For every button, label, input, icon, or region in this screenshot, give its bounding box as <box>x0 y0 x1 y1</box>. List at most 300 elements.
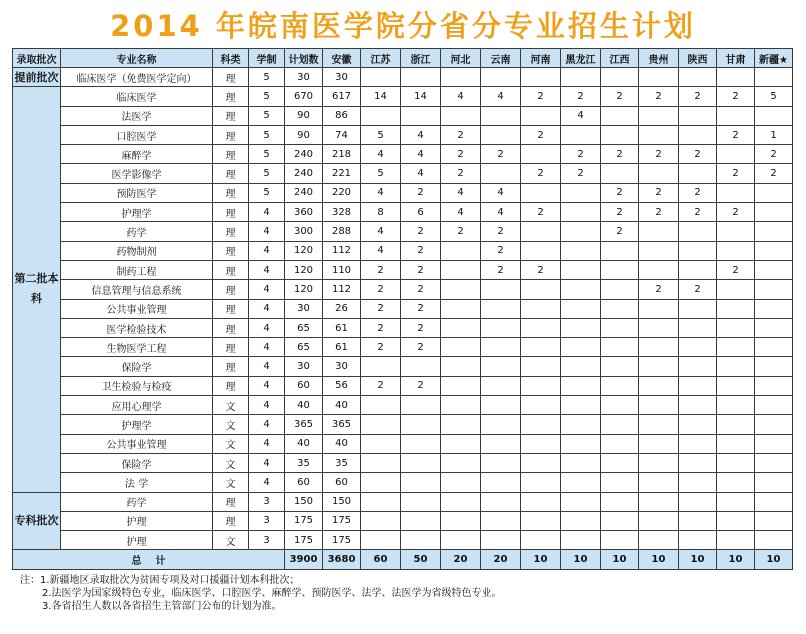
table-cell: 文 <box>213 473 249 492</box>
table-cell: 86 <box>323 106 361 125</box>
table-cell <box>441 106 481 125</box>
table-cell <box>639 164 679 183</box>
table-cell <box>401 434 441 453</box>
table-cell: 4 <box>361 183 401 202</box>
table-cell <box>561 434 601 453</box>
table-cell <box>639 415 679 434</box>
table-cell <box>601 338 639 357</box>
major-name-cell: 医学检验技术 <box>61 318 213 337</box>
table-cell: 120 <box>285 260 323 279</box>
table-cell <box>601 376 639 395</box>
table-cell: 4 <box>401 164 441 183</box>
table-cell <box>521 492 561 511</box>
table-cell: 2 <box>679 183 717 202</box>
table-cell: 4 <box>441 203 481 222</box>
table-cell <box>561 357 601 376</box>
table-cell: 5 <box>361 125 401 144</box>
table-cell: 2 <box>401 260 441 279</box>
table-cell <box>441 396 481 415</box>
batch-cell: 提前批次 <box>13 68 61 87</box>
table-cell: 4 <box>361 145 401 164</box>
footnote-1: 注：1.新疆地区录取批次为贫困专项及对口援疆计划本科批次； <box>20 574 300 586</box>
table-cell <box>561 415 601 434</box>
table-cell <box>521 222 561 241</box>
table-cell <box>441 492 481 511</box>
table-cell <box>679 357 717 376</box>
column-header: 江西 <box>601 49 639 68</box>
table-cell: 60 <box>323 473 361 492</box>
table-cell <box>401 531 441 550</box>
table-cell <box>521 145 561 164</box>
table-cell <box>601 511 639 530</box>
table-cell: 56 <box>323 376 361 395</box>
table-cell <box>481 376 521 395</box>
table-cell <box>361 396 401 415</box>
table-cell: 4 <box>561 106 601 125</box>
table-row <box>13 415 793 434</box>
table-cell <box>601 241 639 260</box>
column-header: 陕西 <box>679 49 717 68</box>
table-cell <box>755 415 793 434</box>
table-cell <box>717 241 755 260</box>
major-name-cell: 麻醉学 <box>61 145 213 164</box>
major-name-cell: 卫生检验与检疫 <box>61 376 213 395</box>
table-cell: 4 <box>249 473 285 492</box>
table-cell <box>639 511 679 530</box>
table-cell: 2 <box>361 338 401 357</box>
table-cell: 30 <box>285 357 323 376</box>
table-cell: 2 <box>361 299 401 318</box>
table-cell: 2 <box>441 145 481 164</box>
major-name-cell: 护理 <box>61 531 213 550</box>
page-title: 2014 年皖南医学院分省分专业招生计划 <box>110 9 696 43</box>
major-name-cell: 保险学 <box>61 453 213 472</box>
table-cell: 5 <box>249 164 285 183</box>
table-cell: 3 <box>249 531 285 550</box>
table-cell: 2 <box>481 145 521 164</box>
table-cell <box>679 376 717 395</box>
table-cell <box>401 473 441 492</box>
table-cell: 理 <box>213 260 249 279</box>
table-cell: 理 <box>213 376 249 395</box>
table-cell <box>361 473 401 492</box>
table-cell <box>561 241 601 260</box>
table-cell: 35 <box>323 453 361 472</box>
table-cell: 2 <box>401 280 441 299</box>
table-cell: 2 <box>401 183 441 202</box>
table-cell <box>601 280 639 299</box>
major-name-cell: 信息管理与信息系统 <box>61 280 213 299</box>
table-cell: 5 <box>249 145 285 164</box>
table-cell: 理 <box>213 68 249 87</box>
table-cell <box>521 241 561 260</box>
table-cell: 240 <box>285 145 323 164</box>
table-cell: 2 <box>361 376 401 395</box>
table-cell <box>561 338 601 357</box>
table-row <box>13 492 793 511</box>
table-row <box>13 357 793 376</box>
table-cell <box>401 415 441 434</box>
table-cell: 4 <box>249 357 285 376</box>
column-header: 黑龙江 <box>561 49 601 68</box>
table-cell: 文 <box>213 453 249 472</box>
table-cell <box>639 492 679 511</box>
table-cell: 5 <box>249 87 285 106</box>
table-cell: 74 <box>323 125 361 144</box>
table-cell: 文 <box>213 531 249 550</box>
table-cell <box>601 318 639 337</box>
table-cell: 理 <box>213 299 249 318</box>
table-cell <box>401 492 441 511</box>
table-cell <box>679 125 717 144</box>
table-row <box>13 453 793 472</box>
table-row <box>13 145 793 164</box>
table-cell: 理 <box>213 145 249 164</box>
table-cell: 理 <box>213 318 249 337</box>
total-row <box>13 550 793 569</box>
table-cell <box>717 376 755 395</box>
major-name-cell: 药学 <box>61 492 213 511</box>
table-cell <box>717 531 755 550</box>
table-cell <box>679 453 717 472</box>
table-cell <box>755 396 793 415</box>
table-cell <box>481 473 521 492</box>
table-cell: 理 <box>213 511 249 530</box>
table-cell <box>679 164 717 183</box>
table-cell: 2 <box>601 183 639 202</box>
enrollment-plan-table <box>12 48 793 570</box>
column-header: 贵州 <box>639 49 679 68</box>
table-cell: 175 <box>285 531 323 550</box>
table-cell <box>361 106 401 125</box>
table-row <box>13 318 793 337</box>
major-name-cell: 公共事业管理 <box>61 299 213 318</box>
table-cell <box>521 415 561 434</box>
table-body <box>13 68 793 570</box>
table-cell: 2 <box>441 164 481 183</box>
table-cell: 35 <box>285 453 323 472</box>
table-cell: 理 <box>213 338 249 357</box>
column-header: 云南 <box>481 49 521 68</box>
major-name-cell: 法医学 <box>61 106 213 125</box>
column-header: 浙江 <box>401 49 441 68</box>
table-cell <box>481 318 521 337</box>
table-cell: 理 <box>213 87 249 106</box>
table-cell: 理 <box>213 125 249 144</box>
table-cell: 2 <box>717 164 755 183</box>
table-cell <box>717 299 755 318</box>
table-cell: 670 <box>285 87 323 106</box>
major-name-cell: 保险学 <box>61 357 213 376</box>
column-header: 安徽 <box>323 49 361 68</box>
table-cell <box>561 222 601 241</box>
table-cell: 2 <box>361 260 401 279</box>
table-cell <box>561 260 601 279</box>
table-cell: 理 <box>213 492 249 511</box>
table-cell <box>601 164 639 183</box>
table-cell: 2 <box>561 164 601 183</box>
table-cell <box>717 492 755 511</box>
table-cell <box>601 299 639 318</box>
table-cell <box>755 357 793 376</box>
table-cell: 300 <box>285 222 323 241</box>
table-cell <box>639 299 679 318</box>
column-header: 河北 <box>441 49 481 68</box>
column-header: 计划数 <box>285 49 323 68</box>
table-cell <box>561 376 601 395</box>
table-cell: 218 <box>323 145 361 164</box>
table-cell: 40 <box>285 396 323 415</box>
table-cell <box>717 511 755 530</box>
table-cell <box>755 68 793 87</box>
total-cell: 20 <box>481 550 521 569</box>
table-cell: 2 <box>755 164 793 183</box>
table-cell: 61 <box>323 318 361 337</box>
table-row <box>13 299 793 318</box>
table-cell <box>755 434 793 453</box>
total-cell: 3900 <box>285 550 323 569</box>
total-cell: 10 <box>601 550 639 569</box>
table-cell <box>521 396 561 415</box>
column-header: 科类 <box>213 49 249 68</box>
table-cell: 2 <box>401 241 441 260</box>
table-cell <box>717 357 755 376</box>
major-name-cell: 法 学 <box>61 473 213 492</box>
table-cell: 4 <box>441 183 481 202</box>
table-cell: 4 <box>481 203 521 222</box>
table-cell: 150 <box>285 492 323 511</box>
table-row <box>13 203 793 222</box>
table-cell: 2 <box>717 203 755 222</box>
table-row <box>13 87 793 106</box>
table-cell <box>679 260 717 279</box>
table-cell <box>755 318 793 337</box>
table-cell <box>717 183 755 202</box>
table-cell <box>717 396 755 415</box>
table-cell: 2 <box>521 87 561 106</box>
table-cell: 5 <box>755 87 793 106</box>
table-cell: 90 <box>285 106 323 125</box>
table-cell <box>521 106 561 125</box>
table-cell <box>639 260 679 279</box>
table-cell: 2 <box>639 280 679 299</box>
table-cell <box>717 318 755 337</box>
table-cell <box>441 434 481 453</box>
table-cell: 4 <box>249 376 285 395</box>
table-cell: 30 <box>285 299 323 318</box>
table-cell <box>441 511 481 530</box>
table-cell: 4 <box>361 241 401 260</box>
table-cell <box>361 357 401 376</box>
table-cell <box>639 125 679 144</box>
major-name-cell: 护理学 <box>61 203 213 222</box>
table-cell: 2 <box>441 222 481 241</box>
table-cell <box>521 434 561 453</box>
table-cell <box>401 511 441 530</box>
table-cell <box>755 531 793 550</box>
table-cell: 365 <box>285 415 323 434</box>
table-cell <box>481 68 521 87</box>
table-cell: 61 <box>323 338 361 357</box>
table-cell <box>601 357 639 376</box>
table-cell: 2 <box>481 241 521 260</box>
table-cell: 2 <box>717 87 755 106</box>
table-cell <box>521 453 561 472</box>
table-cell <box>481 357 521 376</box>
table-cell: 2 <box>361 318 401 337</box>
column-header: 河南 <box>521 49 561 68</box>
major-name-cell: 护理 <box>61 511 213 530</box>
table-cell <box>755 376 793 395</box>
table-cell <box>755 453 793 472</box>
table-cell <box>441 338 481 357</box>
table-cell: 2 <box>521 260 561 279</box>
column-header: 江苏 <box>361 49 401 68</box>
table-cell <box>361 511 401 530</box>
table-cell: 理 <box>213 280 249 299</box>
table-cell <box>601 473 639 492</box>
table-cell: 5 <box>249 183 285 202</box>
table-cell <box>601 106 639 125</box>
table-cell: 2 <box>441 125 481 144</box>
table-cell <box>561 183 601 202</box>
table-cell: 2 <box>679 280 717 299</box>
table-cell <box>441 376 481 395</box>
table-cell <box>717 68 755 87</box>
table-cell <box>481 280 521 299</box>
table-cell <box>561 68 601 87</box>
total-cell: 3680 <box>323 550 361 569</box>
table-cell <box>755 222 793 241</box>
table-cell <box>401 68 441 87</box>
table-cell: 2 <box>401 222 441 241</box>
table-cell: 4 <box>249 260 285 279</box>
batch-cell: 专科批次 <box>13 492 61 550</box>
table-cell: 175 <box>323 531 361 550</box>
table-cell <box>481 125 521 144</box>
table-cell: 221 <box>323 164 361 183</box>
table-cell: 8 <box>361 203 401 222</box>
table-cell: 2 <box>755 145 793 164</box>
major-name-cell: 应用心理学 <box>61 396 213 415</box>
table-cell <box>755 511 793 530</box>
table-cell <box>481 453 521 472</box>
table-cell <box>521 68 561 87</box>
table-cell: 240 <box>285 183 323 202</box>
table-cell: 2 <box>521 164 561 183</box>
table-cell: 2 <box>601 222 639 241</box>
table-cell: 理 <box>213 164 249 183</box>
total-cell: 20 <box>441 550 481 569</box>
total-label: 总 计 <box>13 550 285 569</box>
table-cell <box>717 434 755 453</box>
table-cell: 175 <box>323 511 361 530</box>
table-cell <box>441 68 481 87</box>
table-cell <box>561 318 601 337</box>
table-cell: 65 <box>285 318 323 337</box>
table-cell <box>561 453 601 472</box>
table-cell <box>679 68 717 87</box>
table-row <box>13 241 793 260</box>
table-cell <box>679 106 717 125</box>
table-row <box>13 68 793 87</box>
table-cell <box>481 511 521 530</box>
table-cell: 文 <box>213 434 249 453</box>
table-cell: 理 <box>213 357 249 376</box>
major-name-cell: 生物医学工程 <box>61 338 213 357</box>
table-cell <box>561 473 601 492</box>
table-cell <box>601 453 639 472</box>
table-cell <box>361 434 401 453</box>
table-cell <box>441 241 481 260</box>
table-cell: 2 <box>561 145 601 164</box>
table-cell <box>679 396 717 415</box>
table-cell <box>481 396 521 415</box>
table-cell <box>481 531 521 550</box>
table-cell <box>561 492 601 511</box>
table-cell: 4 <box>249 222 285 241</box>
table-cell: 2 <box>401 299 441 318</box>
table-cell <box>639 318 679 337</box>
table-cell <box>441 531 481 550</box>
table-cell: 理 <box>213 203 249 222</box>
table-cell: 175 <box>285 511 323 530</box>
table-cell <box>679 338 717 357</box>
major-name-cell: 药学 <box>61 222 213 241</box>
table-cell <box>521 511 561 530</box>
table-cell: 2 <box>401 338 441 357</box>
table-cell <box>639 106 679 125</box>
table-cell <box>639 473 679 492</box>
footnotes <box>20 574 806 613</box>
major-name-cell: 口腔医学 <box>61 125 213 144</box>
table-cell <box>679 222 717 241</box>
table-cell: 文 <box>213 396 249 415</box>
table-cell <box>755 338 793 357</box>
column-header: 录取批次 <box>13 49 61 68</box>
table-cell <box>521 376 561 395</box>
table-cell: 4 <box>249 318 285 337</box>
table-cell: 2 <box>639 183 679 202</box>
table-cell <box>481 106 521 125</box>
table-cell <box>601 434 639 453</box>
table-cell <box>639 453 679 472</box>
table-cell <box>717 415 755 434</box>
table-cell <box>481 338 521 357</box>
table-cell <box>717 280 755 299</box>
table-cell: 2 <box>481 222 521 241</box>
table-cell: 理 <box>213 222 249 241</box>
table-cell: 4 <box>481 87 521 106</box>
table-cell <box>601 415 639 434</box>
table-cell <box>521 318 561 337</box>
table-cell <box>717 453 755 472</box>
table-cell: 2 <box>639 87 679 106</box>
table-cell: 5 <box>361 164 401 183</box>
total-cell: 10 <box>679 550 717 569</box>
table-cell <box>401 453 441 472</box>
table-row <box>13 222 793 241</box>
table-cell <box>481 415 521 434</box>
major-name-cell: 制药工程 <box>61 260 213 279</box>
column-header: 专业名称 <box>61 49 213 68</box>
table-cell <box>521 357 561 376</box>
table-cell <box>717 106 755 125</box>
table-cell: 365 <box>323 415 361 434</box>
table-cell: 328 <box>323 203 361 222</box>
table-cell <box>441 357 481 376</box>
table-cell: 4 <box>249 338 285 357</box>
